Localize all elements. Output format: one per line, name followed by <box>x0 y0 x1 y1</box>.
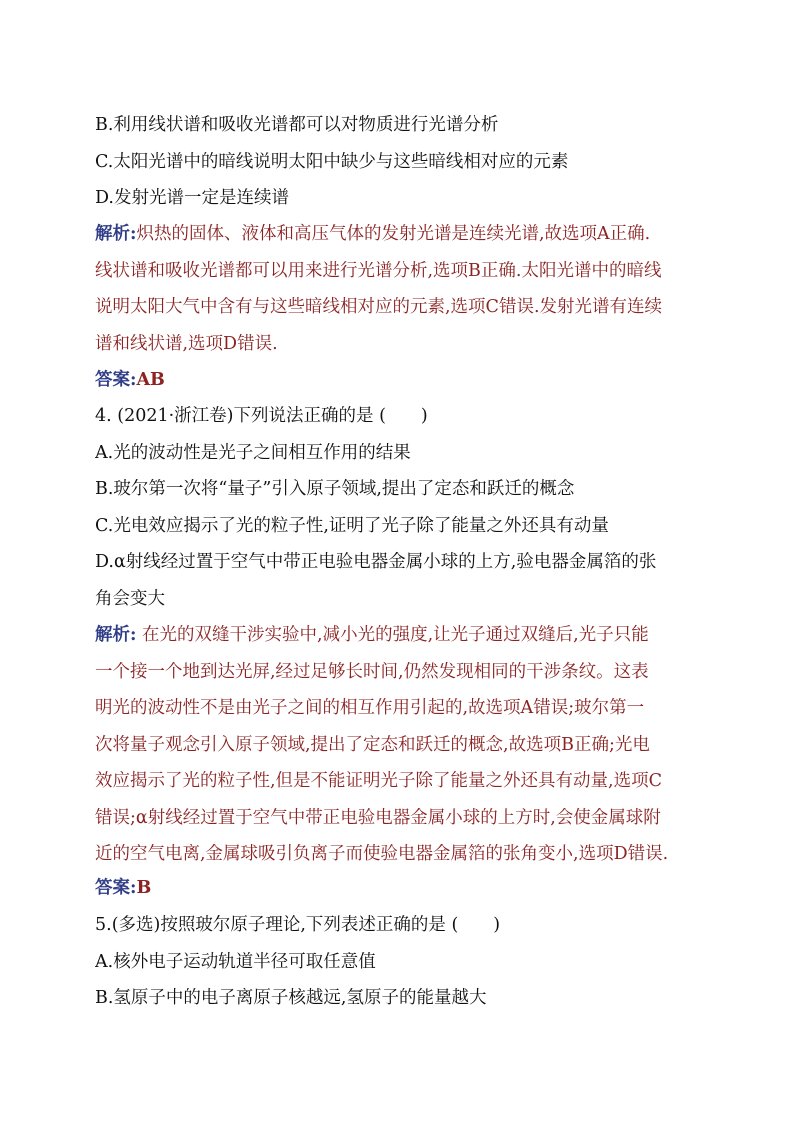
option-d-continued: 角会变大 <box>95 588 165 609</box>
answer-value: AB <box>136 370 165 390</box>
analysis-text: 炽热的固体、液体和高压气体的发射光谱是连续光谱,故选项A正确. <box>136 224 651 244</box>
analysis-label: 解析: <box>95 224 137 244</box>
answer-value: B <box>136 878 152 898</box>
answer-label: 答案: <box>95 370 137 390</box>
option-a: A.光的波动性是光子之间相互作用的结果 <box>95 442 411 463</box>
question-stem: 4. (2021·浙江卷)下列说法正确的是 ( ) <box>95 406 428 426</box>
option-b: B.玻尔第一次将“量子”引入原子领域,提出了定态和跃迁的概念 <box>95 479 575 499</box>
analysis-line: 一个接一个地到达光屏,经过足够长时间,仍然发现相同的干涉条纹。这表 <box>95 661 649 682</box>
analysis-text: 在光的双缝干涉实验中,减小光的强度,让光子通过双缝后,光子只能 <box>136 625 649 645</box>
analysis-line: 效应揭示了光的粒子性,但是不能证明光子除了能量之外还具有动量,选项C <box>95 771 663 791</box>
option-b: B.利用线状谱和吸收光谱都可以对物质进行光谱分析 <box>95 115 499 135</box>
analysis-line: 谱和线状谱,选项D错误. <box>95 333 278 354</box>
option-d: D.α射线经过置于空气中带正电验电器金属小球的上方,验电器金属箔的张 <box>95 552 657 572</box>
question-stem: 5.(多选)按照玻尔原子理论,下列表述正确的是 ( ) <box>95 915 501 935</box>
option-d: D.发射光谱一定是连续谱 <box>95 188 289 208</box>
analysis-line: 线状谱和吸收光谱都可以用来进行光谱分析,选项B正确.太阳光谱中的暗线 <box>95 260 662 281</box>
question-5 <box>95 907 705 1017</box>
analysis-line: 错误;α射线经过置于空气中带正电验电器金属小球的上方时,会使金属球附 <box>95 807 661 828</box>
option-c: C.光电效应揭示了光的粒子性,证明了光子除了能量之外还具有动量 <box>95 515 609 536</box>
analysis-line: 明光的波动性不是由光子之间的相互作用引起的,故选项A错误;玻尔第一 <box>95 698 645 718</box>
option-a: A.核外电子运动轨道半径可取任意值 <box>95 951 376 972</box>
question-4-answer <box>95 870 705 907</box>
analysis-line: 近的空气电离,金属球吸引负离子而使验电器金属箔的张角变小,选项D错误. <box>95 844 669 864</box>
option-b: B.氢原子中的电子离原子核越远,氢原子的能量越大 <box>95 988 487 1008</box>
analysis-line <box>95 617 705 654</box>
question-3-analysis <box>95 216 705 362</box>
answer-label: 答案: <box>95 878 137 898</box>
analysis-line <box>95 216 705 253</box>
analysis-label: 解析: <box>95 625 137 645</box>
question-3-options <box>95 107 705 217</box>
analysis-line: 次将量子观念引入原子领域,提出了定态和跃迁的概念,故选项B正确;光电 <box>95 734 650 755</box>
analysis-line: 说明太阳大气中含有与这些暗线相对应的元素,选项C错误.发射光谱有连续 <box>95 297 663 317</box>
question-4-analysis <box>95 617 705 873</box>
option-c: C.太阳光谱中的暗线说明太阳中缺少与这些暗线相对应的元素 <box>95 151 569 172</box>
question-3-answer <box>95 362 705 399</box>
question-4 <box>95 398 705 617</box>
